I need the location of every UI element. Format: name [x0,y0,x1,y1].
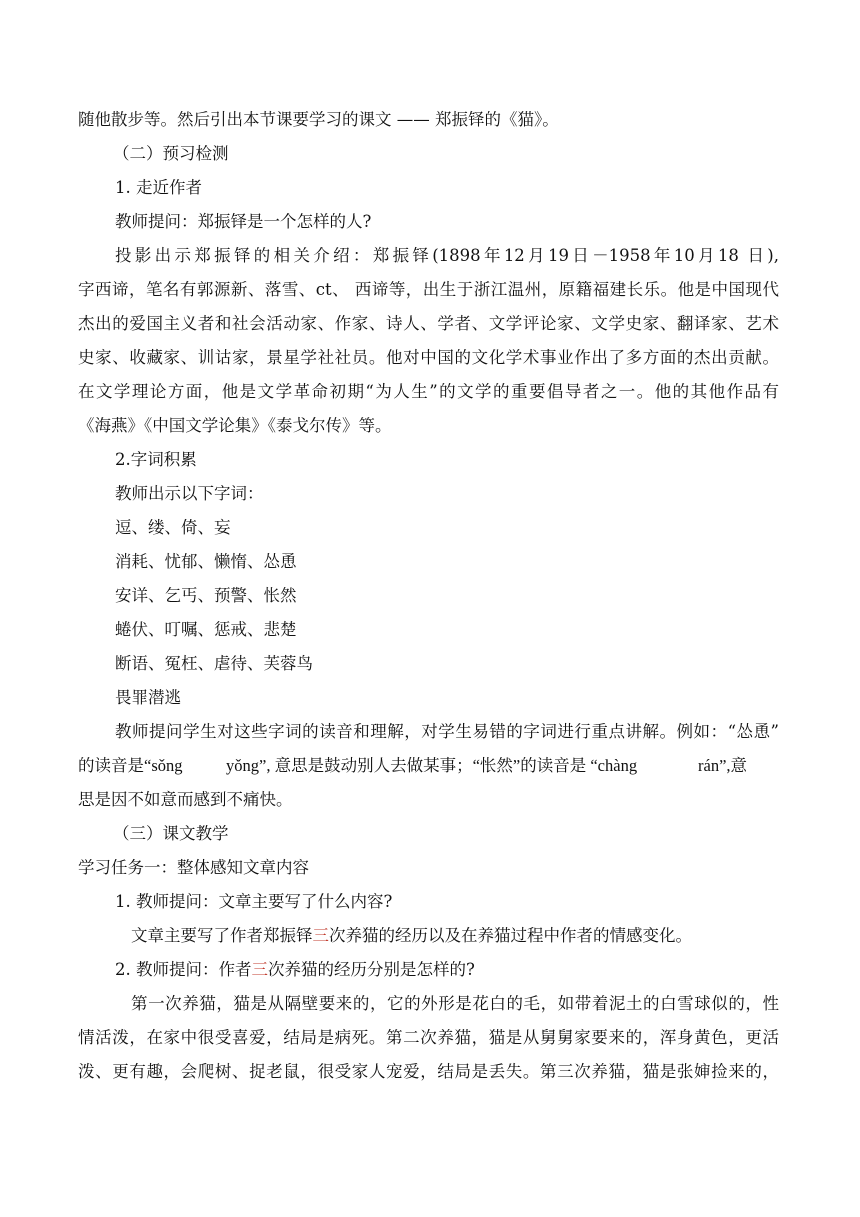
subsection-heading: 1. 走近作者 [115,178,202,197]
subsection-heading: 2.字词积累 [115,450,197,469]
text-line: 第一次养猫，猫是从隔壁要来的，它的外形是花白的毛，如带着泥土的白雪球似的，性 [131,994,779,1013]
text-line [115,959,475,981]
section-heading: （二）预习检测 [113,144,229,163]
text-line: 在文学理论方面，他是文学革命初期“为人生”的文学的重要倡导者之一。他的其他作品有 [78,382,779,401]
text-fragment: 次养猫的经历以及在养猫过程中作者的情感变化。 [329,926,692,945]
text-fragment: yǒng”, 意思是鼓动别人去做某事；“怅然”的读音是 “chàng [226,756,638,775]
text-fragment: 的读音是“sǒng [78,756,183,775]
text-line: 《海燕》《中国文学论集》《泰戈尔传》等。 [78,416,392,435]
word-list-item: 断语、冤枉、虐待、芙蓉鸟 [115,654,313,673]
text-line: 史家、收藏家、训诂家，景星学社社员。他对中国的文化学术事业作出了多方面的杰出贡献。 [78,348,779,367]
highlighted-text: 三 [251,960,268,979]
highlighted-text: 三 [312,926,329,945]
text-line: 思是因不如意而感到不痛快。 [78,790,293,809]
text-line: 字西谛，笔名有郭源新、落雪、ct、 西谛等，出生于浙江温州，原籍福建长乐。他是中国现代 [78,280,779,299]
text-line: 随他散步等。然后引出本节课要学习的课文 —— 郑振铎的《猫》。 [78,110,559,129]
word-list-item: 逗、缕、倚、妄 [115,518,231,537]
text-line [131,925,692,947]
task-heading: 学习任务一：整体感知文章内容 [78,858,309,877]
text-line: 教师提问：郑振铎是一个怎样的人? [115,212,372,231]
word-list-item: 安详、乞丐、预警、怅然 [115,586,297,605]
text-fragment: rán”,意 [698,756,748,775]
word-list-item: 畏罪潜逃 [115,688,181,707]
text-line: 教师提问学生对这些字词的读音和理解，对学生易错的字词进行重点讲解。例如：“怂恿” [115,722,779,741]
text-fragment: 2. 教师提问：作者 [115,960,252,979]
text-line: 教师出示以下字词： [115,484,264,503]
word-list-item: 蜷伏、叮嘱、惩戒、悲楚 [115,620,297,639]
text-line: 情活泼，在家中很受喜爱，结局是病死。第二次养猫，猫是从舅舅家要来的，浑身黄色，更活 [78,1028,779,1047]
pinyin-line [78,755,779,777]
text-line: 泼、更有趣，会爬树、捉老鼠，很受家人宠爱，结局是丢失。第三次养猫，猫是张婶捡来的， [78,1062,779,1081]
word-list-item: 消耗、忧郁、懒惰、怂恿 [115,552,297,571]
text-fragment: 次养猫的经历分别是怎样的? [268,960,475,979]
text-line: 投影出示郑振铎的相关介绍：郑振铎(1898年12月19日－1958年10月18 日), [115,246,779,265]
section-heading: （三）课文教学 [113,824,229,843]
text-line: 杰出的爱国主义者和社会活动家、作家、诗人、学者、文学评论家、文学史家、翻译家、艺术 [78,314,779,333]
text-line: 1. 教师提问：文章主要写了什么内容? [115,892,393,911]
text-fragment: 文章主要写了作者郑振铎 [131,926,313,945]
